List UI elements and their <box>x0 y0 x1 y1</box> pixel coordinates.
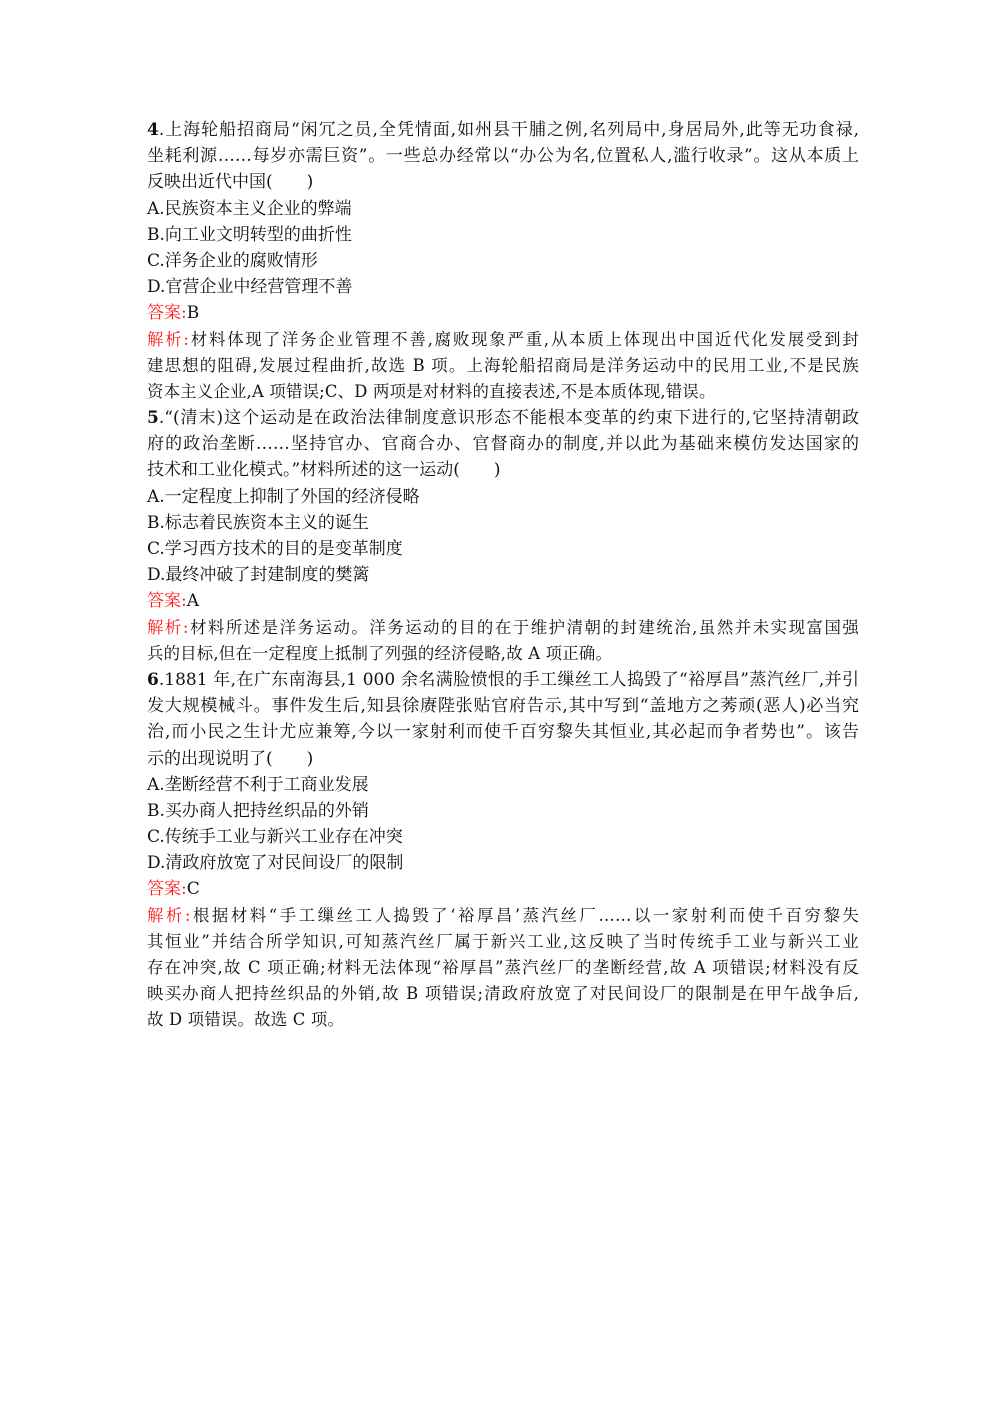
question-stem-line: 反映出近代中国( ) <box>147 172 314 193</box>
question-4 <box>147 117 859 405</box>
question-5 <box>147 405 859 667</box>
option-c: C.传统手工业与新兴工业存在冲突 <box>147 827 403 848</box>
answer-line <box>147 588 859 614</box>
analysis-line: 存在冲突,故 C 项正确;材料无法体现“裕厚昌”蒸汽丝厂的垄断经营,故 A 项错误;材料没有反 <box>147 958 859 977</box>
analysis-line: 解析:根据材料“手工缫丝工人捣毁了‘裕厚昌’蒸汽丝厂……以一家射利而使千百穷黎失 <box>147 905 859 925</box>
option-c: C.洋务企业的腐败情形 <box>147 250 318 271</box>
question-6 <box>147 667 859 1034</box>
analysis-line: 兵的目标,但在一定程度上抵制了列强的经济侵略,故 A 项正确。 <box>147 643 613 663</box>
analysis-line: 其恒业”并结合所学知识,可知蒸汽丝厂属于新兴工业,这反映了当时传统手工业与新兴工业 <box>147 931 859 951</box>
analysis-line: 解析:材料体现了洋务企业管理不善,腐败现象严重,从本质上体现出中国近代化发展受到封 <box>147 329 859 349</box>
option-d: D.最终冲破了封建制度的樊篱 <box>147 565 370 586</box>
question-stem-line: 技术和工业化模式。”材料所述的这一运动( ) <box>147 460 501 481</box>
question-number: 6 <box>147 669 159 690</box>
question-stem-line: 示的出现说明了( ) <box>147 748 314 769</box>
question-stem-line: 发大规模械斗。事件发生后,知县徐赓陛张贴官府告示,其中写到“盖地方之莠顽(恶人)必当究 <box>147 696 859 717</box>
question-stem-line: 5.“(清末)这个运动是在政治法律制度意识形态不能根本变革的约束下进行的,它坚持清朝政 <box>147 408 859 429</box>
answer-label: 答案: <box>147 591 187 612</box>
question-stem-line: 坐耗利源……每岁亦需巨资”。一些总办经常以“办公为名,位置私人,滥行收录”。这从本质上 <box>147 146 859 167</box>
option-d: D.官营企业中经营管理不善 <box>147 277 353 298</box>
answer-value: B <box>186 303 200 324</box>
analysis-label: 解析: <box>147 329 190 349</box>
answer-line <box>147 300 859 326</box>
answer-value: A <box>186 591 200 612</box>
answer-label: 答案: <box>147 303 187 324</box>
analysis-line: 映买办商人把持丝织品的外销,故 B 项错误;清政府放宽了对民间设厂的限制是在甲午战争后, <box>147 984 859 1004</box>
question-number: 4 <box>147 120 159 140</box>
option-b: B.向工业文明转型的曲折性 <box>147 224 352 245</box>
answer-value: C <box>186 879 200 900</box>
question-stem-line: 4.上海轮船招商局“闲冗之员,全凭情面,如州县干脯之例,名列局中,身居局外,此等无功食禄, <box>147 120 859 140</box>
option-d: D.清政府放宽了对民间设厂的限制 <box>147 853 404 874</box>
analysis-label: 解析: <box>147 617 189 637</box>
option-b: B.买办商人把持丝织品的外销 <box>147 800 369 821</box>
question-stem-line: 府的政治垄断……坚持官办、官商合办、官督商办的制度,并以此为基础来模仿发达国家的 <box>147 434 859 455</box>
analysis-line: 故 D 项错误。故选 C 项。 <box>147 1010 345 1030</box>
option-b: B.标志着民族资本主义的诞生 <box>147 512 369 533</box>
question-number: 5 <box>147 408 159 429</box>
question-stem-line: 6.1881 年,在广东南海县,1 000 余名满脸愤恨的手工缫丝工人捣毁了“裕厚昌”蒸汽丝厂,并引 <box>147 669 859 690</box>
analysis-label: 解析: <box>147 905 191 925</box>
question-stem-line: 治,而小民之生计尤应兼筹,今以一家射利而使千百穷黎失其恒业,其必起而争者势也”。该告 <box>147 722 859 743</box>
option-a: A.一定程度上抑制了外国的经济侵略 <box>147 486 420 507</box>
answer-label: 答案: <box>147 879 187 900</box>
option-a: A.民族资本主义企业的弊端 <box>147 198 352 219</box>
analysis-line: 建思想的阻碍,发展过程曲折,故选 B 项。上海轮船招商局是洋务运动中的民用工业,不是民族 <box>147 355 859 375</box>
option-a: A.垄断经营不利于工商业发展 <box>147 774 369 795</box>
analysis-line: 解析:材料所述是洋务运动。洋务运动的目的在于维护清朝的封建统治,虽然并未实现富国强 <box>147 617 860 637</box>
analysis-line: 资本主义企业,A 项错误;C、D 两项是对材料的直接表述,不是本质体现,错误。 <box>147 381 716 401</box>
document-page <box>147 117 859 1034</box>
answer-line <box>147 876 859 902</box>
option-c: C.学习西方技术的目的是变革制度 <box>147 539 403 559</box>
